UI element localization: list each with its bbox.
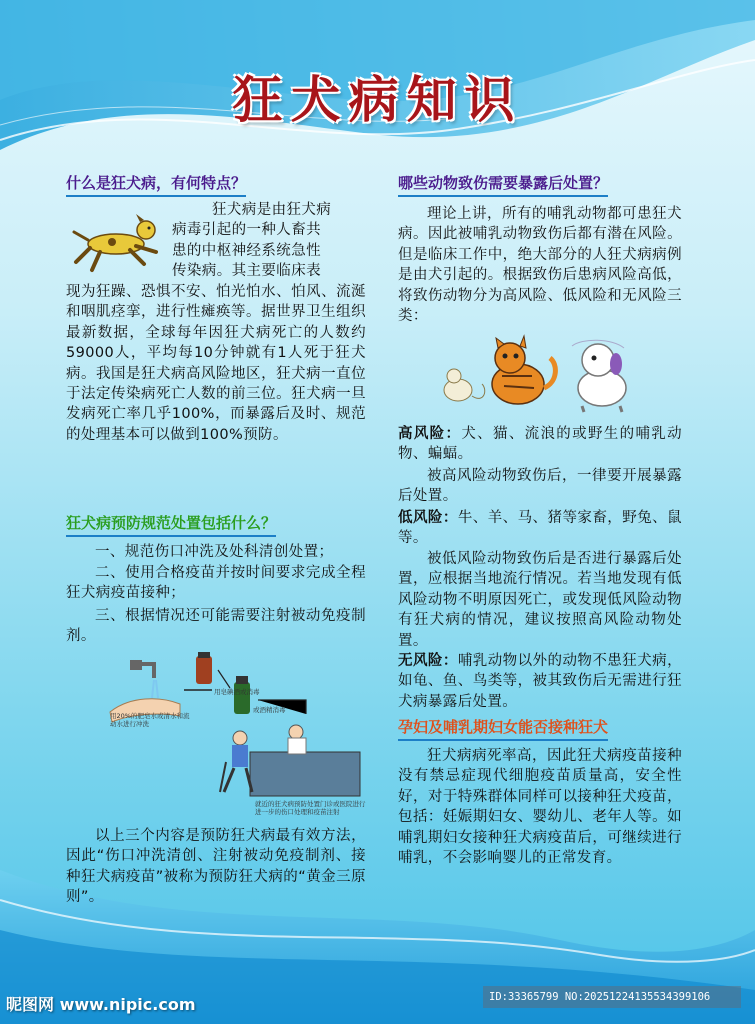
- wound-care-illustration: [100, 652, 370, 822]
- image-id-badge: ID:33365799 NO:20251224135534399106: [483, 986, 741, 1008]
- prevention-step-2: 二、使用合格疫苗并按时间要求完成全程狂犬病疫苗接种；: [66, 565, 366, 602]
- intro-line: 狂犬病是由狂犬病: [212, 202, 332, 218]
- intro-line: 病毒引起的一种人畜共: [172, 222, 321, 239]
- intro-line: 传染病。其主要临床表: [172, 263, 321, 280]
- low-risk-handling: 被低风险动物致伤后是否进行暴露后处置，应根据当地流行情况。若当地发现有低风险动物不明原因死亡，或发现低风险动物有狂犬病的情况，建议按照高风险动物处置。: [398, 551, 682, 649]
- section-heading-animals: 哪些动物致伤需要暴露后处置？: [398, 172, 608, 197]
- illustration-caption-rinse: 用20%的肥皂水或清水和流动水进行冲洗: [110, 712, 190, 728]
- no-risk-label: 无风险：: [398, 653, 458, 669]
- high-risk-handling: 被高风险动物致伤后，一律要开展暴露后处置。: [398, 468, 682, 505]
- rabies-description: 现为狂躁、恐惧不安、怕光怕水、怕风、流涎和咽肌痉挛，进行性瘫痪等。据世界卫生组织最新数据，全球每年因狂犬病死亡的人数约59000人，平均每10分钟就有1人死于狂犬病。我国是狂犬病高风险地区，狂犬病一直位于法定传染病死亡人数的前三位。狂犬病一旦发病死亡率几乎100%，而暴露后及时、规范的处理基本可以做到100%预防。: [66, 284, 366, 443]
- pregnancy-vaccination-text: 狂犬病病死率高，因此狂犬病疫苗接种没有禁忌症现代细胞疫苗质量高，安全性好，对于特殊群体同样可以接种狂犬疫苗，包括：妊娠期妇女、婴幼儿、老年人等。如哺乳期妇女接种狂犬病疫苗后，可继续进行哺乳，不会影响婴儿的正常发育。: [398, 748, 682, 867]
- section-heading-prevention: 狂犬病预防规范处置包括什么？: [66, 512, 276, 537]
- high-risk-animals: 犬、猫、流浪的或野生的哺乳动物、蝙蝠。: [398, 426, 682, 463]
- high-risk-label: 高风险：: [398, 426, 462, 442]
- section-heading-pregnancy: 孕妇及哺乳期妇女能否接种狂犬: [398, 716, 608, 741]
- prevention-step-3: 三、根据情况还可能需要注射被动免疫制剂。: [66, 608, 366, 645]
- illustration-caption-alcohol: 或酒精消毒: [253, 706, 286, 714]
- golden-three-principles: 以上三个内容是预防狂犬病最有效方法，因此“伤口冲洗清创、注射被动免疫制剂、接种狂犬病疫苗”被称为预防狂犬病的“黄金三原则”。: [66, 828, 366, 906]
- low-risk-animals: 牛、羊、马、猪等家畜，野兔、鼠等。: [398, 510, 683, 547]
- illustration-caption-clinic: 就近的狂犬病预防处置门诊或医院进行进一步的伤口处理和疫苗注射: [255, 800, 366, 816]
- running-dog-illustration: [70, 212, 166, 274]
- intro-text: [172, 200, 372, 282]
- intro-line: 患的中枢神经系统急性: [172, 242, 321, 259]
- prevention-step-1: 一、规范伤口冲洗及处科清创处置；: [95, 544, 334, 560]
- high-risk-section: [398, 424, 682, 465]
- section-heading-what-is-rabies: 什么是狂犬病，有何特点？: [66, 172, 246, 197]
- no-risk-text: 哺乳动物以外的动物不患狂犬病，如龟、鱼、鸟类等，被其致伤后无需进行狂犬病暴露后处置。: [398, 653, 683, 710]
- low-risk-label: 低风险：: [398, 510, 458, 526]
- page-title: 狂犬病知识: [232, 70, 523, 129]
- no-risk-section: [398, 651, 682, 712]
- animals-illustration: [432, 334, 644, 414]
- animals-intro: 理论上讲，所有的哺乳动物都可患狂犬病。因此被哺乳动物致伤后都有潜在风险。但是临床工作中，绝大部分的人狂犬病病例是由犬引起的。根据致伤后患病风险高低，将致伤动物分为高风险、低风险和无风险三类：: [398, 206, 682, 325]
- illustration-caption-iodine: 用皂碘酒或消毒: [214, 688, 260, 696]
- watermark-logo: 昵图网 www.nipic.com: [6, 995, 196, 1014]
- low-risk-section: [398, 508, 682, 549]
